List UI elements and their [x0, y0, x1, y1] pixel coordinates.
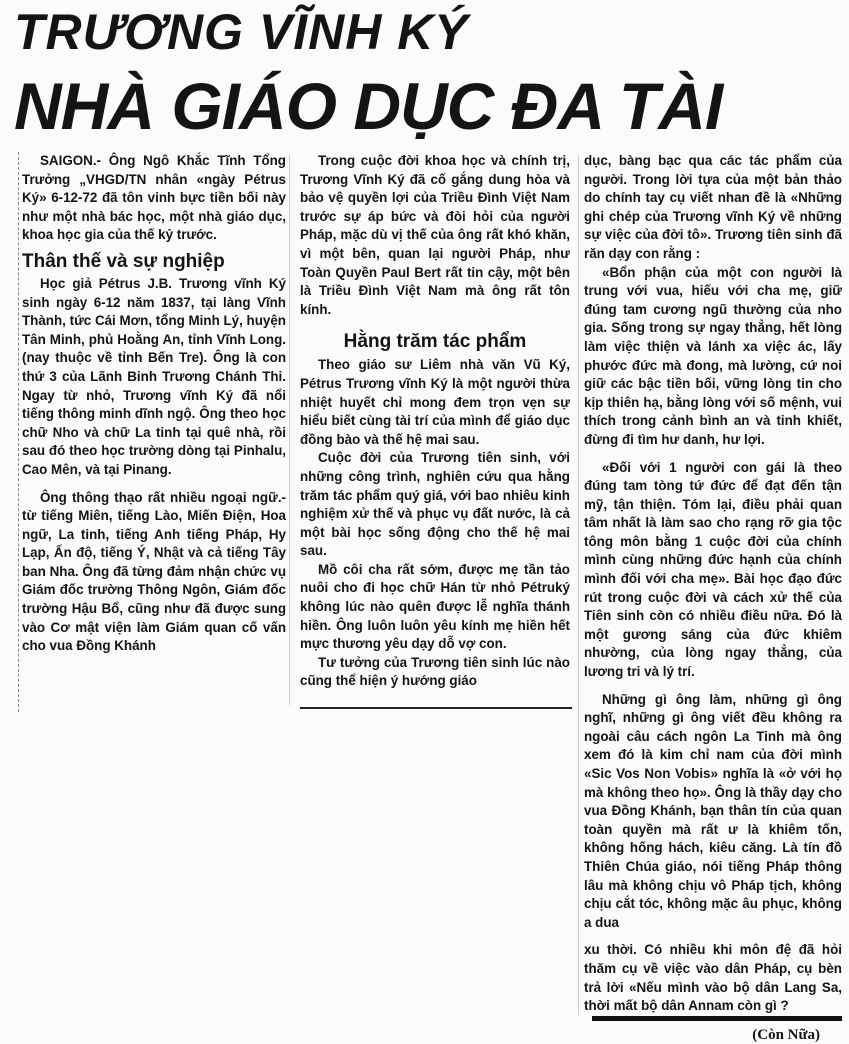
- paragraph: Tư tưởng của Trương tiên sinh lúc nào cũng thể hiện ý hướng giáo: [300, 654, 570, 689]
- column-end-rule: [300, 707, 572, 709]
- article-column-2: [300, 152, 570, 691]
- headline-main: NHÀ GIÁO DỤC ĐA TÀI: [14, 69, 723, 143]
- paragraph: Trong cuộc đời khoa học và chính trị, Trương Vĩnh Ký đã cố gắng dung hòa và bảo vệ quyền lợi của Triều Đình Việt Nam trước sự áp bức và đòi hỏi của người Pháp, mặc dù vị thế của ông rất khó khăn, vì một bên, quan lại người Pháp, như Toàn Quyền Paul Bert rất tin cậy, một bên là Triều Đình Việt Nam mà ông rất tôn kính.: [300, 153, 570, 317]
- paragraph: Cuộc đời của Trương tiên sinh, với những công trình, nghiên cứu qua hằng trăm tác phẩm quý giá, với bao nhiêu kinh nghiệm xử thế và phục vụ đất nước, là cả một bài học sống động cho thế hệ mai sau.: [300, 450, 570, 559]
- paragraph: «Đối với 1 người con gái là theo đúng tam tòng tứ đức để đạt đến tận mỹ, tận thiện. Tóm lại, điều phải quan tâm nhất là làm sao cho rạng rỡ gia tộc tông môn bằng 1 cuộc đời của chính mình cùng những đức hạnh của chính mình đối với cha mẹ». Bài học đạo đức rút trong cuộc đời và cách xử thế của Tiên sinh còn có nhiều điều nữa. Đó là một gương sáng của đức khiêm nhường, của lòng ngay thẳng, của lương tri và lý trí.: [584, 459, 842, 680]
- paragraph: «Bổn phận của một con người là trung với vua, hiếu với cha mẹ, giữ đúng tam cương ngũ thường của nho gia. Sống trong sự ngay thẳng, hết lòng làm việc thiện và lánh xa việc ác, lấy phước đức mà đong, mà lường, cứ noi giữ các bậc tiền bối, vững lòng tin cho kịp thiên hạ, bằng lòng với số mệnh, vui thích trong cảnh bình an và tinh khiết, đừng đi tìm hư danh, hư lợi.: [584, 264, 842, 447]
- column-divider: [578, 155, 579, 1015]
- section-heading: Thân thế và sự nghiệp: [22, 250, 225, 272]
- paragraph: xu thời. Có nhiều khi môn đệ đã hỏi thăm cụ về việc vào dân Pháp, cụ bèn trả lời «Nếu mình vào bộ dân Lang Sa, thời mất bộ dân Annam còn gì ?: [584, 942, 842, 1014]
- continued-note: (Còn Nữa): [752, 1026, 820, 1043]
- article-column-3: [584, 152, 842, 1044]
- paragraph: Những gì ông làm, những gì ông nghĩ, những gì ông viết đều không ra ngoài câu cách ngôn La Tinh mà ông xem đó là kim chỉ nam của đời mình «Sic Vos Non Vobis» nghĩa là «ở với họ mà không theo họ». Ông là thầy dạy cho vua Đồng Khánh, bạn thân tín của quan toàn quyền mà rất ư là khiêm tốn, không hống hách, kiêu căng. Là tín đồ Thiên Chúa giáo, nói tiếng Pháp thông lâu mà không chịu vô Pháp tịch, không chịu cắt tóc, không mặc âu phục, không a dua: [584, 691, 842, 930]
- headline-kicker: TRƯƠNG VĨNH KÝ: [14, 4, 469, 60]
- paragraph: Ông thông thạo rất nhiều ngoại ngữ.- từ tiếng Miên, tiếng Lào, Miến Điện, Hoa ngữ, La tinh, tiếng Anh tiếng Pháp, Hy Lạp, Ấn độ, tiếng Ý, Nhật và cả tiếng Tây ban Nha. Ông đã từng đảm nhận chức vụ Giám đốc trường Thông Ngôn, Giám đốc trường Hậu Bổ, cũng như đã được sung vào Cơ mật viện làm Giám quan cố vấn cho vua Đồng Khánh: [22, 489, 286, 654]
- article-end-rule: [592, 1016, 842, 1021]
- paragraph: Theo giáo sư Liêm nhà văn Vũ Ký, Pétrus Trương vĩnh Ký là một người thừa nhiệt huyết chỉ mong đem trọn vẹn sự hiểu biết cùng tài trí của mình để giáo dục đồng bào và thế hệ mai sau.: [300, 357, 570, 447]
- paragraph: SAIGON.- Ông Ngô Khắc Tĩnh Tổng Trưởng „VHGD/TN nhân «ngày Pétrus Ký» 6-12-72 đã tôn vinh bực tiền bối này như một nhà bác học, một nhà giáo dục, khoa học gia của thế kỷ trước.: [22, 153, 286, 243]
- column-divider: [289, 155, 290, 705]
- paragraph: Học giả Pétrus J.B. Trương vĩnh Ký sinh ngày 6-12 năm 1837, tại làng Vĩnh Thành, tức Cái Mơn, tổng Minh Lý, huyện Tân Minh, phủ Hoằng An, tỉnh Vĩnh Long. (nay thuộc về tỉnh Bến Tre). Ông là con thứ 3 của Lãnh Binh Trương Chánh Thi. Ngay từ nhỏ, Trương vĩnh Ký đã nổi tiếng thông minh dĩnh ngộ. Ông theo học chữ Nho và chữ La tinh tại quê nhà, rồi sau đó theo học trường dòng tại Pinhalu, Cao Mên, và tại Pinang.: [22, 275, 286, 477]
- section-heading: Hằng trăm tác phẩm: [343, 331, 527, 353]
- paragraph: dục, bàng bạc qua các tác phẩm của người. Trong lời tựa của một bản thảo do chính tay cụ viết nhan đề là «Những ghi chép của Trương vĩnh Ký về những sự việc của đời tô». Trương tiên sinh đã răn dạy con rằng :: [584, 153, 842, 261]
- article-column-1: [18, 152, 286, 712]
- paragraph: Mồ côi cha rất sớm, được mẹ tần tảo nuôi cho đi học chữ Hán từ nhỏ Pétruký không lúc nào quên được lễ nghĩa thánh hiền. Ông luôn luôn yêu kính mẹ hiền hết mực thương yêu dạy dỗ vợ con.: [300, 561, 570, 652]
